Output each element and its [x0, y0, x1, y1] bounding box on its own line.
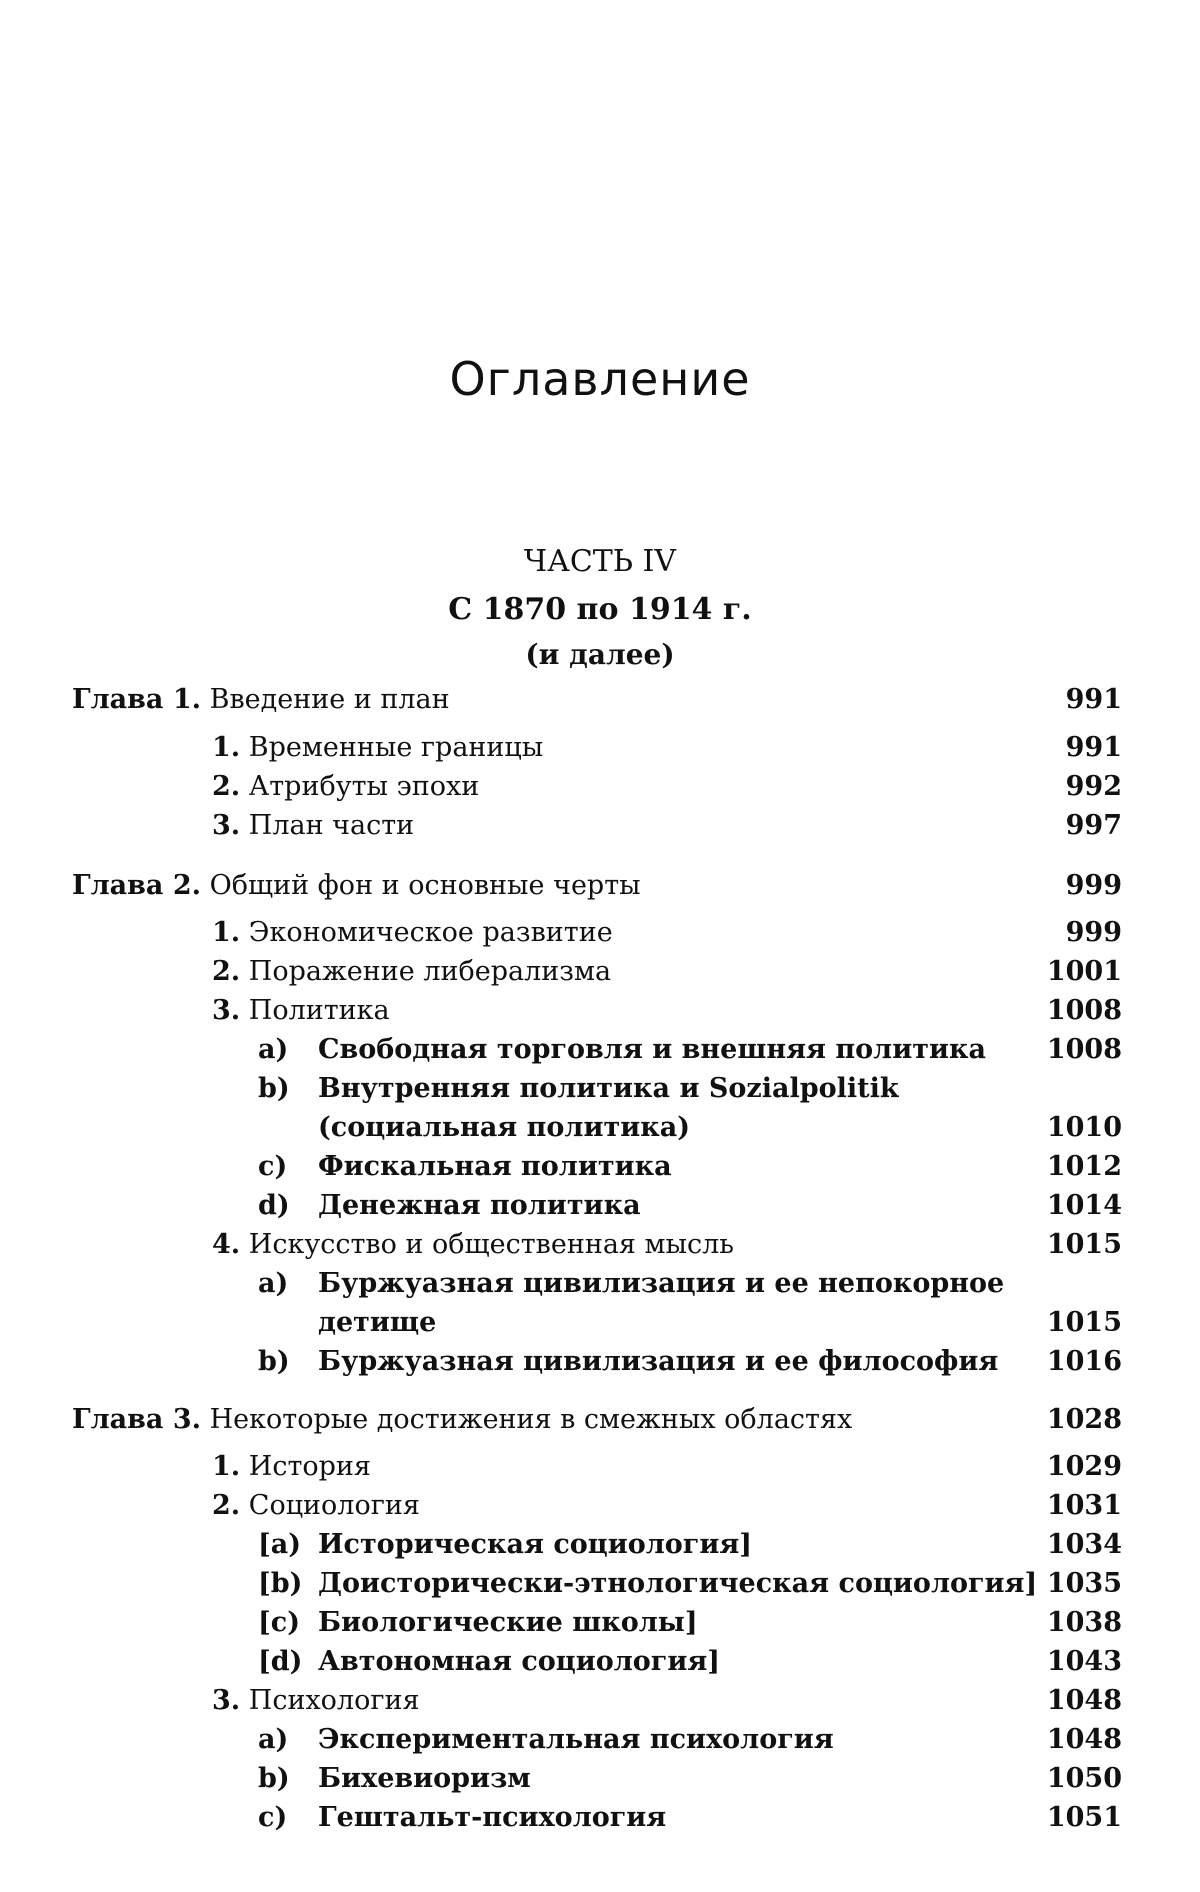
section-title: Искусство и общественная мысль [249, 1229, 734, 1260]
page-number: 1034 [1047, 1525, 1122, 1565]
section-number: 3. [212, 995, 240, 1026]
page-number: 1050 [1047, 1759, 1122, 1799]
toc-section[interactable] [0, 1486, 1200, 1526]
page-number: 1015 [1047, 1225, 1122, 1265]
page-number: 1051 [1047, 1798, 1122, 1838]
subsection-marker: c) [258, 1798, 287, 1838]
section-number: 3. [212, 1685, 240, 1716]
toc-subsection-cont[interactable] [0, 1108, 1200, 1148]
toc-subsection-cont[interactable] [0, 1303, 1200, 1343]
chapter-title: Введение и план [210, 684, 450, 715]
toc-section[interactable] [0, 913, 1200, 953]
section-number: 1. [212, 917, 240, 948]
page-number: 992 [1066, 767, 1122, 807]
page-number: 1001 [1047, 952, 1122, 992]
subsection-marker: a) [258, 1030, 288, 1070]
page-number: 1048 [1047, 1720, 1122, 1760]
toc-subsection[interactable] [0, 1069, 1200, 1109]
section-title: Социология [249, 1490, 420, 1521]
page-title: Оглавление [0, 352, 1200, 406]
page-number: 1028 [1047, 1400, 1122, 1440]
subsection-marker: b) [258, 1342, 290, 1382]
page-number: 997 [1066, 806, 1122, 846]
page-number: 1048 [1047, 1681, 1122, 1721]
section-number: 2. [212, 771, 240, 802]
chapter-label: Глава 3. [72, 1404, 201, 1435]
page-number: 1010 [1047, 1108, 1122, 1148]
page-number: 1031 [1047, 1486, 1122, 1526]
chapter-label: Глава 1. [72, 684, 201, 715]
subsection-marker: [a) [258, 1525, 301, 1565]
subsection-marker: [d) [258, 1642, 302, 1682]
page-number: 1029 [1047, 1447, 1122, 1487]
page-number: 1015 [1047, 1303, 1122, 1343]
section-title: Экономическое развитие [249, 917, 613, 948]
toc-subsection[interactable] [0, 1186, 1200, 1226]
toc-section[interactable] [0, 952, 1200, 992]
subsection-marker: b) [258, 1759, 290, 1799]
toc-chapter-2[interactable] [0, 866, 1200, 906]
subsection-title: Буржуазная цивилизация и ее непокорное [318, 1264, 1004, 1304]
toc-section[interactable] [0, 1225, 1200, 1265]
section-title: Поражение либерализма [249, 956, 611, 987]
toc-subsection[interactable] [0, 1798, 1200, 1838]
page-number: 1035 [1047, 1564, 1122, 1604]
toc-subsection[interactable] [0, 1030, 1200, 1070]
toc-section[interactable] [0, 1681, 1200, 1721]
toc-section[interactable] [0, 806, 1200, 846]
toc-subsection[interactable] [0, 1642, 1200, 1682]
toc-chapter-3[interactable] [0, 1400, 1200, 1440]
subsection-marker: [b) [258, 1564, 302, 1604]
page-number: 999 [1066, 866, 1122, 906]
subsection-marker: d) [258, 1186, 290, 1226]
page-number: 999 [1066, 913, 1122, 953]
toc-section[interactable] [0, 728, 1200, 768]
toc-section[interactable] [0, 991, 1200, 1031]
subsection-title: Экспериментальная психология [318, 1720, 834, 1760]
toc-subsection[interactable] [0, 1525, 1200, 1565]
part-years: С 1870 по 1914 г. [0, 592, 1200, 627]
page-number: 1038 [1047, 1603, 1122, 1643]
section-number: 1. [212, 1451, 240, 1482]
chapter-title: Некоторые достижения в смежных областях [210, 1404, 853, 1435]
page-number: 1012 [1047, 1147, 1122, 1187]
section-number: 2. [212, 956, 240, 987]
subsection-title: Денежная политика [318, 1186, 641, 1226]
page-number: 1016 [1047, 1342, 1122, 1382]
subsection-title: Доисторически-этнологическая социология] [318, 1564, 1037, 1604]
section-title: Атрибуты эпохи [249, 771, 479, 802]
subsection-title: Историческая социология] [318, 1525, 752, 1565]
subsection-marker: [c) [258, 1603, 300, 1643]
subsection-title: Бихевиоризм [318, 1759, 531, 1799]
toc-subsection[interactable] [0, 1564, 1200, 1604]
part-label: ЧАСТЬ IV [0, 544, 1200, 579]
subsection-title: Фискальная политика [318, 1147, 672, 1187]
toc-subsection[interactable] [0, 1342, 1200, 1382]
page-number: 991 [1066, 728, 1122, 768]
toc-section[interactable] [0, 767, 1200, 807]
section-title: История [249, 1451, 371, 1482]
toc-page [0, 0, 1200, 1892]
toc-chapter-1[interactable] [0, 680, 1200, 720]
section-number: 1. [212, 732, 240, 763]
subsection-title: Внутренняя политика и Sozialpolitik [318, 1069, 899, 1109]
page-number: 1043 [1047, 1642, 1122, 1682]
section-title: Временные границы [249, 732, 544, 763]
toc-subsection[interactable] [0, 1264, 1200, 1304]
page-number: 991 [1066, 680, 1122, 720]
subsection-marker: a) [258, 1264, 288, 1304]
part-note: (и далее) [0, 638, 1200, 671]
section-title: Психология [249, 1685, 420, 1716]
page-number: 1014 [1047, 1186, 1122, 1226]
chapter-title: Общий фон и основные черты [210, 870, 641, 901]
section-number: 4. [212, 1229, 240, 1260]
toc-section[interactable] [0, 1447, 1200, 1487]
subsection-title-cont: детище [318, 1303, 436, 1343]
subsection-marker: a) [258, 1720, 288, 1760]
section-title: Политика [249, 995, 390, 1026]
subsection-title: Буржуазная цивилизация и ее философия [318, 1342, 998, 1382]
toc-subsection[interactable] [0, 1759, 1200, 1799]
subsection-marker: c) [258, 1147, 287, 1187]
page-number: 1008 [1047, 1030, 1122, 1070]
subsection-title: Гештальт-психология [318, 1798, 666, 1838]
toc-subsection[interactable] [0, 1147, 1200, 1187]
chapter-label: Глава 2. [72, 870, 201, 901]
section-title: План части [249, 810, 414, 841]
subsection-title: Автономная социология] [318, 1642, 720, 1682]
section-number: 2. [212, 1490, 240, 1521]
subsection-title: Биологические школы] [318, 1603, 698, 1643]
section-number: 3. [212, 810, 240, 841]
subsection-marker: b) [258, 1069, 290, 1109]
subsection-title-cont: (социальная политика) [318, 1108, 690, 1148]
toc-subsection[interactable] [0, 1603, 1200, 1643]
page-number: 1008 [1047, 991, 1122, 1031]
toc-subsection[interactable] [0, 1720, 1200, 1760]
subsection-title: Свободная торговля и внешняя политика [318, 1030, 986, 1070]
